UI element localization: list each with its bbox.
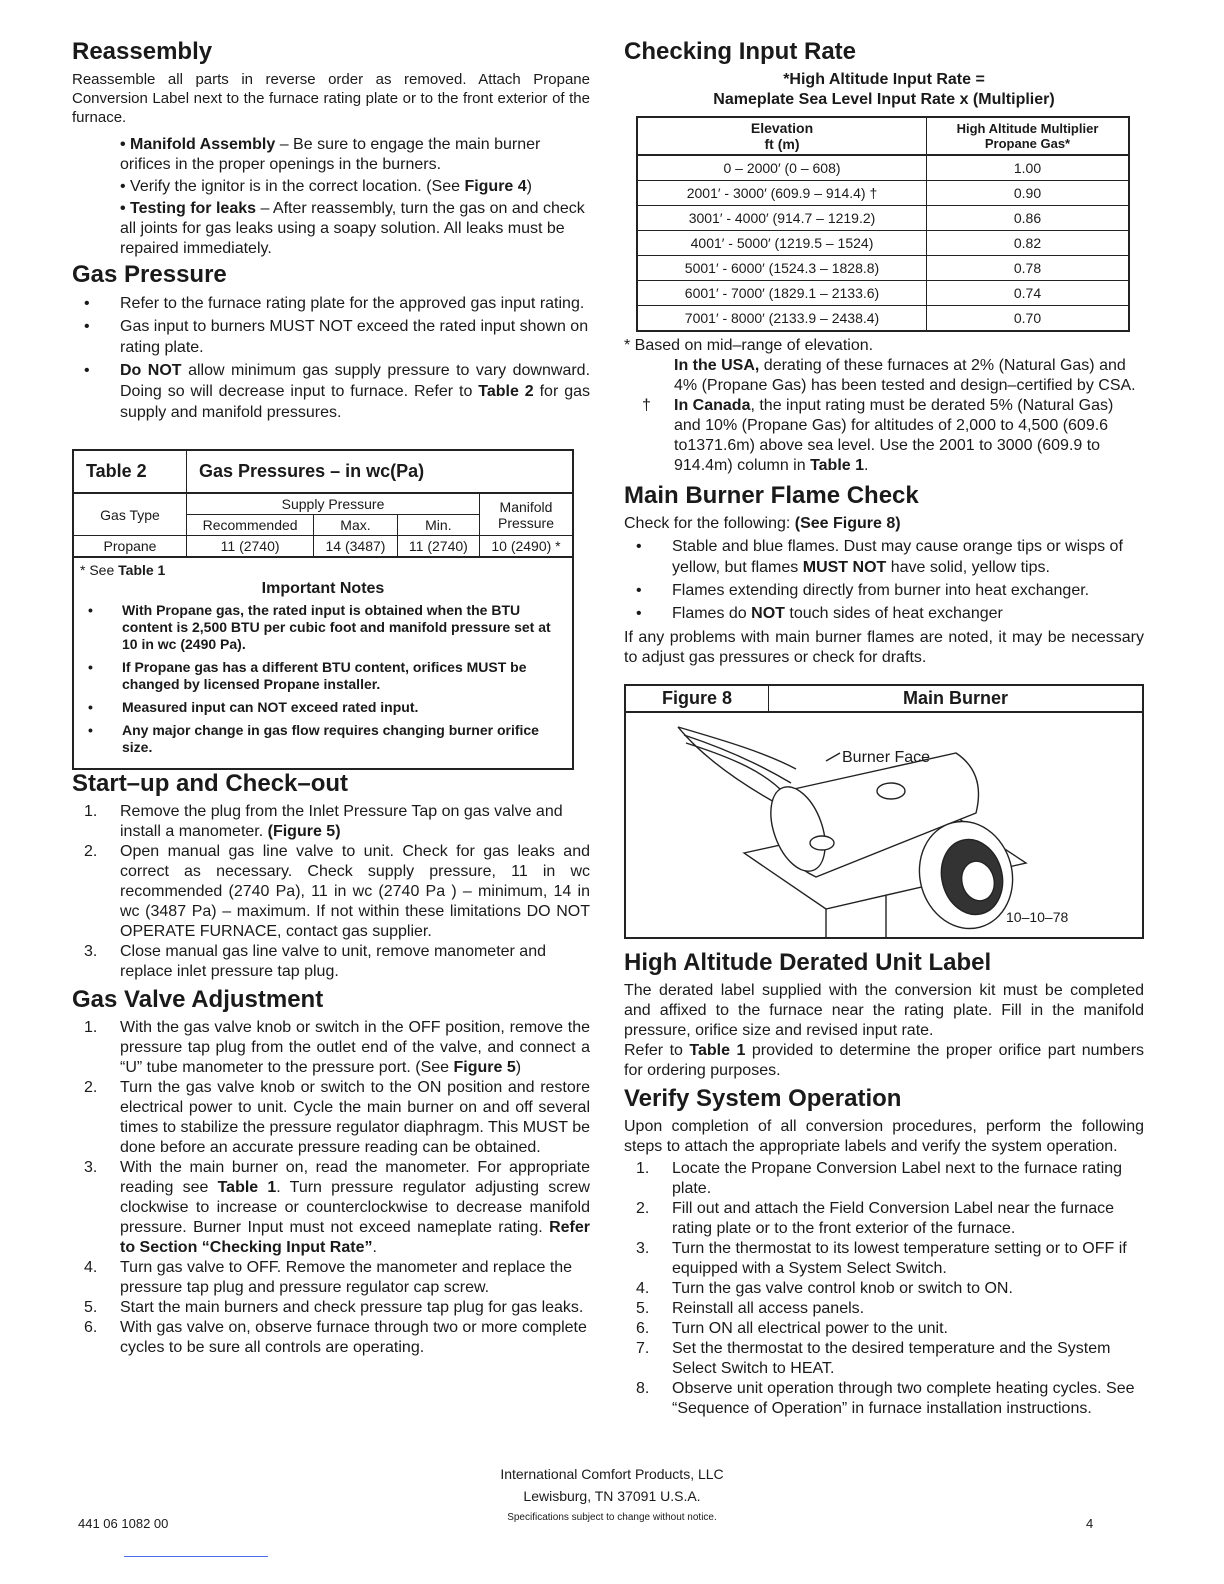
table-row bbox=[73, 536, 573, 558]
table-title: Gas Pressures – in wc(Pa) bbox=[187, 450, 574, 493]
divider bbox=[124, 1556, 268, 1557]
table-row bbox=[637, 231, 1129, 256]
col-supply-pressure: Supply Pressure bbox=[187, 493, 480, 515]
col-max: Max. bbox=[314, 515, 398, 536]
list-item: 8. Observe unit operation through two complete heating cycles. See “Sequence of Operation” in furnace installation instructions. bbox=[636, 1380, 1135, 1417]
list-item: 1. Remove the plug from the Inlet Pressure Tap on gas valve and install a manometer. (Figure 5) bbox=[84, 803, 563, 840]
derated-heading: High Altitude Derated Unit Label bbox=[624, 949, 992, 976]
gas-pressure-list bbox=[72, 293, 590, 423]
table-row bbox=[637, 256, 1129, 281]
manifold-assembly-note: • Manifold Assembly – Be sure to engage the main burner orifices in the proper openings in the burners. bbox=[120, 136, 541, 173]
cell-multiplier: 0.78 bbox=[927, 256, 1130, 281]
list-item: 1. With the gas valve knob or switch in the OFF position, remove the pressure tap plug from the outlet end of the valve, and connect a “U” tube manometer to the pressure port. (See Figure 5) bbox=[84, 1019, 590, 1076]
cell-multiplier: 0.82 bbox=[927, 231, 1130, 256]
verify-intro: Upon completion of all conversion procedures, perform the following steps to attach the appropriate labels and verify the system operation. bbox=[624, 1118, 1144, 1155]
list-item: 3. Turn the thermostat to its lowest temperature setting or to OFF if equipped with a System Select Switch. bbox=[636, 1240, 1127, 1277]
startup-steps bbox=[72, 802, 590, 982]
list-item: 1. Locate the Propane Conversion Label next to the furnace rating plate. bbox=[636, 1160, 1123, 1197]
burner-face-callout: Burner Face bbox=[842, 749, 931, 766]
cell-elevation: 4001′ - 5000′ (1219.5 – 1524) bbox=[637, 231, 927, 256]
list-item: 2. Turn the gas valve knob or switch to the ON position and restore electrical power to unit. Cycle the main burner on and off several times to stabilize the pressure regulator diaphragm. This MUST be done before an accurate pressure reading can be obtained. bbox=[84, 1079, 590, 1156]
table-footnote: * See Table 1 bbox=[80, 562, 166, 578]
midrange-note: * Based on mid–range of elevation. bbox=[624, 337, 874, 354]
table-row bbox=[637, 181, 1129, 206]
table-row bbox=[637, 206, 1129, 231]
cell-gas: Propane bbox=[73, 536, 187, 558]
list-item: 2. Open manual gas line valve to unit. Check for gas leaks and correct as necessary. Check supply pressure, 11 in wc recommended (2740 Pa), 11 in wc (2740 Pa ) – minimum, 14 in wc (3487 Pa) – maximum. If not within these limitations DO NOT OPERATE FURNACE, contact gas supplier. bbox=[84, 843, 590, 940]
list-item: 3. Close manual gas line valve to unit, remove manometer and replace inlet pressure tap plug. bbox=[84, 943, 546, 980]
col-recommended: Recommended bbox=[187, 515, 314, 536]
table-row bbox=[637, 306, 1129, 332]
cell-elevation: 7001′ - 8000′ (2133.9 – 2438.4) bbox=[637, 306, 927, 332]
flame-list bbox=[624, 536, 1144, 624]
valve-steps bbox=[72, 1018, 590, 1358]
gas-pressure-heading: Gas Pressure bbox=[72, 261, 227, 288]
cell-multiplier: 0.90 bbox=[927, 181, 1130, 206]
doc-number: 441 06 1082 00 bbox=[78, 1516, 169, 1531]
list-item: 5. Reinstall all access panels. bbox=[636, 1300, 865, 1317]
reassembly-intro: Reassemble all parts in reverse order as removed. Attach Propane Conversion Label next to the furnace rating plate or to the front exterior of the furnace. bbox=[72, 71, 590, 126]
verify-steps bbox=[624, 1159, 1144, 1419]
table-row bbox=[637, 155, 1129, 181]
cell-multiplier: 0.86 bbox=[927, 206, 1130, 231]
cell-multiplier: 1.00 bbox=[927, 155, 1130, 181]
altitude-table bbox=[636, 116, 1130, 332]
left-column bbox=[72, 38, 590, 1362]
cell-elevation: 5001′ - 6000′ (1524.3 – 1828.8) bbox=[637, 256, 927, 281]
note-item: • If Propane gas has a different BTU content, orifices MUST be changed by licensed Propane installer. bbox=[74, 659, 572, 693]
notes-title: Important Notes bbox=[261, 580, 385, 597]
col-gas-type: Gas Type bbox=[73, 493, 187, 536]
note-item: • Measured input can NOT exceed rated input. bbox=[74, 699, 572, 716]
note-item: • Any major change in gas flow requires changing burner orifice size. bbox=[74, 722, 572, 756]
cell-recommended: 11 (2740) bbox=[187, 536, 314, 558]
col-multiplier: High Altitude Multiplier Propane Gas* bbox=[927, 117, 1130, 155]
footer-company: International Comfort Products, LLC bbox=[500, 1466, 724, 1482]
list-item: 5. Start the main burners and check pressure tap plug for gas leaks. bbox=[84, 1299, 584, 1316]
figure-label: Figure 8 bbox=[626, 686, 769, 711]
derated-ref: Refer to Table 1 provided to determine the proper orifice part numbers for ordering purposes. bbox=[624, 1042, 1145, 1079]
list-item: • Flames do NOT touch sides of heat exchanger bbox=[624, 603, 1144, 624]
figure-8 bbox=[624, 684, 1144, 939]
list-item: 6. Turn ON all electrical power to the unit. bbox=[636, 1320, 948, 1337]
list-item: • Do NOT allow minimum gas supply pressure to vary downward. Doing so will decrease input to furnace. Refer to Table 2 for gas supply and manifold pressures. bbox=[72, 360, 590, 423]
cell-elevation: 3001′ - 4000′ (914.7 – 1219.2) bbox=[637, 206, 927, 231]
formula-line-1: *High Altitude Input Rate = bbox=[783, 71, 985, 88]
ignitor-note: • Verify the ignitor is in the correct location. (See Figure 4) bbox=[120, 178, 532, 195]
list-item: • Flames extending directly from burner into heat exchanger. bbox=[624, 580, 1144, 601]
cell-manifold: 10 (2490) * bbox=[480, 536, 574, 558]
cell-max: 14 (3487) bbox=[314, 536, 398, 558]
valve-heading: Gas Valve Adjustment bbox=[72, 986, 324, 1013]
important-notes bbox=[72, 558, 574, 770]
right-column bbox=[624, 38, 1144, 1423]
cell-elevation: 6001′ - 7000′ (1829.1 – 2133.6) bbox=[637, 281, 927, 306]
col-manifold-pressure: Manifold Pressure bbox=[480, 493, 574, 536]
reassembly-heading: Reassembly bbox=[72, 38, 213, 65]
list-item: • Gas input to burners MUST NOT exceed the rated input shown on rating plate. bbox=[72, 316, 590, 358]
flame-intro: Check for the following: (See Figure 8) bbox=[624, 515, 901, 532]
note-item: • With Propane gas, the rated input is obtained when the BTU content is 2,500 BTU per cubic foot and manifold pressure set at 10 in wc (2490 Pa). bbox=[74, 602, 572, 653]
checking-heading: Checking Input Rate bbox=[624, 38, 857, 65]
footer-notice: Specifications subject to change without notice. bbox=[507, 1512, 717, 1523]
page-number: 4 bbox=[1086, 1516, 1094, 1531]
cell-elevation: 2001′ - 3000′ (609.9 – 914.4) † bbox=[637, 181, 927, 206]
canada-note: † In Canada, the input rating must be derated 5% (Natural Gas) and 10% (Propane Gas) for altitudes of 2,000 to 4,500 (609.6 to1371.6m) above sea level. Use the 2001 to 3000 (609.9 to 914.4m) column in Table 1. bbox=[642, 397, 1114, 474]
col-min: Min. bbox=[397, 515, 479, 536]
formula-line-2: Nameplate Sea Level Input Rate x (Multiplier) bbox=[713, 91, 1055, 108]
figure-title: Main Burner bbox=[902, 688, 1008, 708]
burner-drawing bbox=[626, 713, 1142, 937]
usa-note: In the USA, derating of these furnaces at 2% (Natural Gas) and 4% (Propane Gas) has been tested and design–certified by CSA. bbox=[674, 357, 1136, 394]
list-item: 2. Fill out and attach the Field Conversion Label near the furnace rating plate or to the front exterior of the furnace. bbox=[636, 1200, 1115, 1237]
leak-test-note: • Testing for leaks – After reassembly, turn the gas on and check all joints for gas leaks using a soapy solution. All leaks must be repaired immediately. bbox=[120, 200, 585, 257]
gas-pressures-table bbox=[72, 449, 574, 558]
figure-code: 10–10–78 bbox=[1006, 909, 1069, 925]
burner-illustration bbox=[626, 713, 1142, 937]
flame-outro: If any problems with main burner flames are noted, it may be necessary to adjust gas pressures or check for drafts. bbox=[624, 629, 1144, 666]
flame-heading: Main Burner Flame Check bbox=[624, 482, 919, 509]
col-elevation: Elevation ft (m) bbox=[637, 117, 927, 155]
table-label: Table 2 bbox=[73, 450, 187, 493]
list-item: • Stable and blue flames. Dust may cause orange tips or wisps of yellow, but flames MUST NOT have solid, yellow tips. bbox=[624, 536, 1144, 578]
list-item: 6. With gas valve on, observe furnace through two or more complete cycles to be sure all controls are operating. bbox=[84, 1319, 587, 1356]
cell-multiplier: 0.70 bbox=[927, 306, 1130, 332]
list-item: 4. Turn gas valve to OFF. Remove the manometer and replace the pressure tap plug and pressure regulator cap screw. bbox=[84, 1259, 573, 1296]
derated-text: The derated label supplied with the conversion kit must be completed and affixed to the furnace near the rating plate. Fill in the manifold pressure, orifice size and revised input rate. bbox=[624, 982, 1144, 1039]
startup-heading: Start–up and Check–out bbox=[72, 770, 349, 797]
list-item: 7. Set the thermostat to the desired temperature and the System Select Switch to HEAT. bbox=[636, 1340, 1111, 1377]
footer-address: Lewisburg, TN 37091 U.S.A. bbox=[523, 1488, 701, 1504]
table-row bbox=[637, 281, 1129, 306]
cell-elevation: 0 – 2000′ (0 – 608) bbox=[637, 155, 927, 181]
list-item: • Refer to the furnace rating plate for the approved gas input rating. bbox=[72, 293, 590, 314]
cell-multiplier: 0.74 bbox=[927, 281, 1130, 306]
verify-heading: Verify System Operation bbox=[624, 1085, 902, 1112]
list-item: 3. With the main burner on, read the manometer. For appropriate reading see Table 1. Turn pressure regulator adjusting screw clockwise to increase or counterclockwise to decrease manifold pressure. Burner Input must not exceed nameplate rating. Refer to Section “Checking Input Rate”. bbox=[84, 1159, 590, 1256]
list-item: 4. Turn the gas valve control knob or switch to ON. bbox=[636, 1280, 1013, 1297]
cell-min: 11 (2740) bbox=[397, 536, 479, 558]
